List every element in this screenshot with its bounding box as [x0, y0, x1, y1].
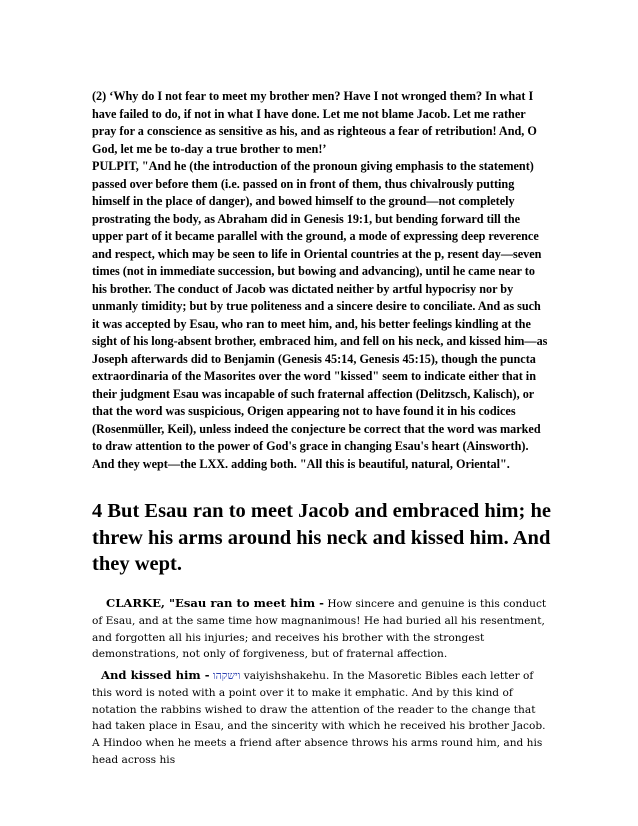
clarke-lead: CLARKE, "Esau ran to meet him - [106, 596, 324, 610]
kissed-lead: And kissed him - [101, 668, 210, 682]
kissed-commentary [92, 667, 554, 769]
pulpit-commentary: PULPIT, "And he (the introduction of the pronoun giving emphasis to the statement) passed over before them (i.e. passed on in front of them, thus chivalrously putting himself in the place of danger), and bowed himself to the ground—not completely prostrating the body, as Abraham did in Genesis 19:1, but bending forward till the upper part of it became parallel with the ground, a mode of expressing deep reverence and respect, which may be seen to life in Oriental countries at the p, resent day—seven times (not in immediate succession, but bowing and advancing), until he came near to his brother. The conduct of Jacob was dictated neither by artful hypocrisy nor by unmanly timidity; but by true politeness and a sincere desire to conciliate. And as such it was accepted by Esau, who ran to meet him, and, his better feelings kindling at the sight of his long-absent brother, embraced him, and fell on his neck, and kissed him—as Joseph afterwards did to Benjamin (Genesis 45:14, Genesis 45:15), though the puncta extraordinaria of the Masorites over the word "kissed" seem to indicate either that in their judgment Esau was incapable of such fraternal affection (Delitzsch, Kalisch), or that the word was suspicious, Origen appearing not to have found it in his codices (Rosenmüller, Keil), unless indeed the conjecture be correct that the word was marked to draw attention to the power of God's grace in changing Esau's heart (Ainsworth). And they wept—the LXX. adding both. "All this is beautiful, natural, Oriental". [92, 159, 548, 471]
verse-heading: 4 But Esau ran to meet Jacob and embraced him; he threw his arms around his neck and kissed him. And they wept. [92, 500, 551, 575]
sermon-paragraph: (2) ‘Why do I not fear to meet my brother men? Have I not wronged them? In what I have failed to do, if not in what I have done. Let me not blame Jacob. Let me rather pray for a conscience as sensitive as his, and as righteous a fear of retribution! And, O God, let me be to-day a true brother to men!’ [92, 89, 537, 156]
clarke-text: How sincere and genuine is this conduct of Esau, and at the same time how magnanimous! He had buried all his resentment, and forgotten all his injuries; and receives his brother with the strongest demonstrations, not only of forgiveness, but of fraternal affection. [92, 598, 547, 661]
kissed-text: vaiyishshakehu. In the Masoretic Bibles each letter of this word is noted with a point over it to make it emphatic. And by this kind of notation the rabbins wished to draw the attention of the reader to the change that had taken place in Esau, and the sincerity with which he received his brother Jacob. A Hindoo when he meets a friend after absence throws his arms round him, and his head across his [92, 670, 546, 766]
clarke-commentary [92, 595, 554, 663]
hebrew-word-link[interactable]: וישקהו [212, 670, 241, 682]
